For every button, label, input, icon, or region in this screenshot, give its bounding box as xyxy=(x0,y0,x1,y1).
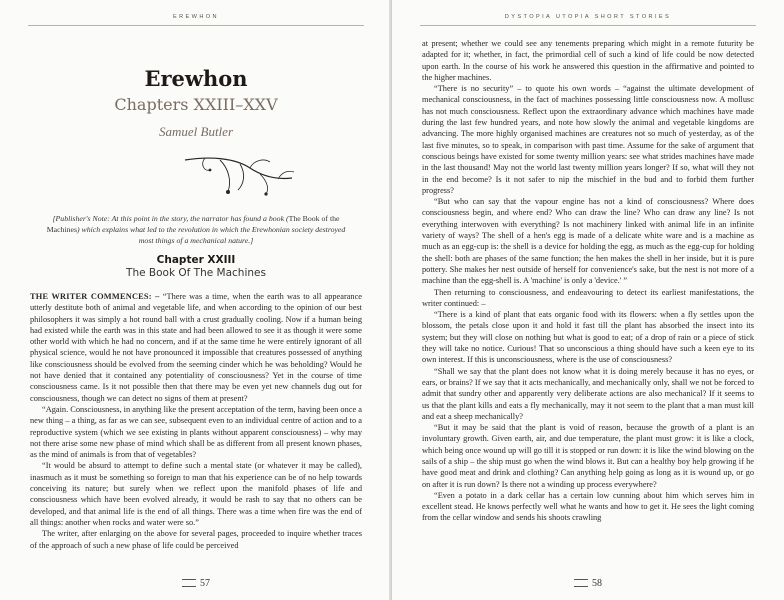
folio-ornament-icon xyxy=(182,579,196,587)
header-rule-left xyxy=(28,25,364,26)
paragraph: “Again. Consciousness, in anything like the present acceptation of the term, having been once a new thing – a thing, as far as we can see, subsequent even to an individual centre of action and to a reproductive system (which we see existing in plants without apparent consciousness) – why may not there arise some new phase of mind which shall be as different from all present known phases, as the mind of animals is from that of vegetables? xyxy=(30,404,362,460)
note-book-title: The Book of the Machines xyxy=(46,214,340,235)
right-page xyxy=(392,0,784,600)
title-block xyxy=(30,66,362,140)
paragraph xyxy=(30,291,362,404)
chapters-subtitle: Chapters XXIII–XXV xyxy=(114,95,278,114)
page-number-text: 58 xyxy=(592,578,602,589)
running-head-left: EREWHON xyxy=(172,14,219,20)
chapter-title: The Book Of The Machines xyxy=(126,267,266,279)
paragraph: “It would be absurd to attempt to define such a mental state (or whatever it may be called), inasmuch as it must be something so foreign to man that his experience can be of no help towards conceiving its nature; but surely when we reflect upon the manifold phases of life and consciousness which have been evolved already, it would be rash to say that no others can be developed, and that animal life is the end of all things. There was a time when fire was the end of all things: another when rocks and water were so.” xyxy=(30,461,362,527)
paragraph: at present; whether we could see any tenements preparing which might in a remote futurity be adapted for it; whether, in fact, the primordial cell of such a kind of life could be now detected upon earth. In the course of his work he answered this question in the affirmative and pointed to the higher machines. xyxy=(422,39,754,82)
page-number-left xyxy=(0,578,392,589)
right-body-text xyxy=(422,38,754,573)
publishers-note xyxy=(44,213,348,247)
paragraph: “But it may be said that the plant is void of reason, because the growth of a plant is an involuntary growth. Given earth, air, and due temperature, the plant must grow: it is like a clock, which being once wound up will go till it is stopped or run down: it is like the wind blowing on the sails of a ship – the ship must go when the wind blows it. But can a healthy boy help growing if he have good meat and drink and clothing? Can anything help going as long as it is wound up, or go on after it is run down? Is there not a winding up process everywhere? xyxy=(422,423,754,489)
paragraph: “Even a potato in a dark cellar has a certain low cunning about him which serves him in excellent stead. He knows perfectly well what he wants and how to get it. He sees the light coming from the cellar window and sends his shoots crawling xyxy=(422,490,754,523)
paragraph: “Shall we say that the plant does not know what it is doing merely because it has no eyes, or ears, or brains? If we say that it acts mechanically, and mechanically only, shall we not be forced to admit that sundry other and apparently very deliberate actions are also mechanical? If it seems to us that the plant kills and eats a fly mechanically, may it not seem to the plant that a man must kill and eat a sheep mechanically? xyxy=(422,366,754,421)
flourish-ornament-icon xyxy=(180,150,300,196)
folio-ornament-icon xyxy=(574,579,588,587)
paragraph: “But who can say that the vapour engine has not a kind of consciousness? Where does consciousness begin, and where end? Who can draw the line? Who can draw any line? Is not everything interwoven with everything? Is not machinery linked with animal life in an infinite variety of ways? The shell of a hen's egg is made of a delicate white ware and is a machine as much as an egg-cup is: the shell is a device for holding the egg, as much as the egg-cup for holding the shell: both are phases of the same function; the hen makes the shell in her inside, but it is pure pottery. She makes her nest outside of herself for convenience's sake, but the nest is not more of a machine than the egg-shell is. A 'machine' is only a 'device.' ” xyxy=(422,197,754,286)
note-text-2: ) which explains what led to the revolution in which the Erewhonian society destroyed most things of a mechanical nature.] xyxy=(77,225,346,246)
paragraph-text: “There was a time, when the earth was to all appearance utterly destitute both of animal and vegetable life, and when according to the opinion of our best philosophers it was simply a hot round ball with a crust gradually cooling. Now if a human being had existed while the earth was in this state and had been allowed to see it as though it were some other world with which he had no concern, and if at the same time he were entirely ignorant of all physical science, would he not have pronounced it impossible that creatures possessed of anything like consciousness should be evolved from the seeming cinder which he was beholding? Would he not have denied that it contained any potentiality of consciousness? Yet in the course of time consciousness came. Is it not possible then that there may be even yet new channels dug out for consciousness, though we can detect no signs of them at present? xyxy=(30,292,362,403)
paragraph: “There is a kind of plant that eats organic food with its flowers: when a fly settles upon the blossom, the petals close upon it and hold it fast till the plant has absorbed the insect into its system; but they will close on nothing but what is good to eat; of a drop of rain or a piece of stick they will take no notice. Curious! That so unconscious a thing should have such a keen eye to its own interest. If this is unconsciousness, where is the use of consciousness? xyxy=(422,310,754,365)
left-body-text xyxy=(30,291,362,571)
author-name: Samuel Butler xyxy=(158,124,233,139)
lead-in: THE WRITER COMMENCES: – xyxy=(30,292,160,301)
paragraph: Then returning to consciousness, and endeavouring to detect its earliest manifestations, the writer continued: – xyxy=(422,287,754,308)
note-text-1: [Publisher's Note: At this point in the story, the narrator has found a book ( xyxy=(52,214,289,223)
chapter-number: Chapter XXIII xyxy=(156,254,236,266)
page-number-text: 57 xyxy=(200,578,210,589)
chapter-heading xyxy=(30,254,362,280)
book-title: Erewhon xyxy=(144,66,248,91)
paragraph: The writer, after enlarging on the above for several pages, proceeded to inquire whether traces of the approach of such a new phase of life could be perceived xyxy=(30,529,362,550)
header-rule-right xyxy=(420,25,756,26)
running-head-right: DYSTOPIA UTOPIA SHORT STORIES xyxy=(504,14,672,20)
paragraph: “There is no security” – to quote his own words – “against the ultimate development of mechanical consciousness, in the fact of machines possessing little consciousness now. A mollusc has not much consciousness. Reflect upon the extraordinary advance which machines have made during the last few hundred years, and note how slowly the animal and vegetable kingdoms are advancing. The more highly organised machines are creatures not so much of yesterday, as of the last five minutes, so to speak, in comparison with past time. Assume for the sake of argument that conscious beings have existed for some twenty million years: see what strides machines have made in the last thousand! May not the world last twenty million years longer? If so, what will they not in the end become? Is it not safer to nip the mischief in the bud and to forbid them further progress? xyxy=(422,84,754,195)
page-number-right xyxy=(392,578,784,589)
